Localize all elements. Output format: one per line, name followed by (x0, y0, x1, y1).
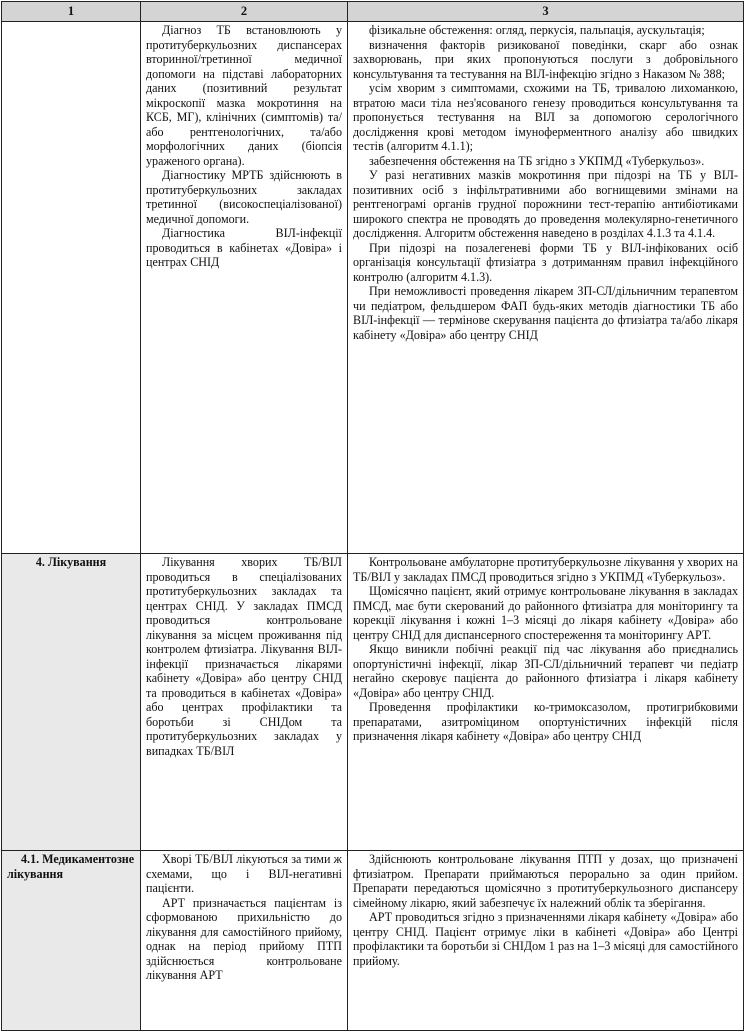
stage-label: 4. Лікування (2, 554, 141, 851)
paragraph: Діагностика ВІЛ-інфекції проводиться в кабінетах «Довіра» і центрах СНІД (146, 226, 342, 269)
specialized-care-cell (141, 22, 348, 554)
table-row (2, 554, 744, 851)
paragraph: Хворі ТБ/ВІЛ лікуються за тими ж схемами, що і ВІЛ-негативні пацієнти. (146, 852, 342, 895)
protocol-table (1, 1, 744, 1031)
paragraph: забезпечення обстеження на ТБ згідно з УКПМД «Туберкульоз». (369, 153, 705, 168)
paragraph: Діагностику МРТБ здійснюють в протитуберкульозних закладах третинної (високоспеціалізованої) медичної допомоги. (146, 168, 342, 226)
specialized-care-cell (141, 851, 348, 1031)
paragraph: фізикальне обстеження: огляд, перкусія, пальпація, аускультація; (369, 23, 705, 37)
stage-label: 4.1. Медикаментозне лікування (2, 851, 141, 1031)
table-row (2, 851, 744, 1031)
table-row (2, 22, 744, 554)
paragraph: визначення факторів ризикованої поведінки, скарг або ознак захворювань, при яких пропонуються послуги з добровільного консультування та тестування на ВІЛ-інфекцію згідно з Наказом № 388; (353, 37, 738, 81)
paragraph: Здійснюють контрольоване лікування ПТП у дозах, що призначені фтизіатром. Препарати приймаються перорально за один прийом. Препарати передаються щомісячно з протитуберкульозного диспансеру сімейному лікарю, який забезпечує їх належний облік та зберігання. (353, 852, 738, 910)
paragraph: Лікування хворих ТБ/ВІЛ проводиться в спеціалізованих протитуберкульозних закладах та центрах СНІД. У закладах ПМСД проводиться контрольоване лікування за місцем проживання під контролем фтизіатра. Лікування ВІЛ-інфекції призначається лікарями кабінету «Довіра» або центру СНІД та проводиться в кабінетах «Довіра» або центрах профілактики та боротьби зі СНІДом та протитуберкульозних закладах у випадках ТБ/ВІЛ (146, 555, 342, 758)
paragraph: АРТ проводиться згідно з призначеннями лікаря кабінету «Довіра» або центру СНІД. Пацієнт отримує ліки в кабінеті «Довіра» або Центрі профілактики та боротьби зі СНІДом 1 раз на 1–3 місяці для самостійного прийому. (353, 910, 738, 968)
specialized-care-cell (141, 554, 348, 851)
paragraph: Проведення профілактики ко-тримоксазолом, протигрибковими препаратами, азитроміцином опортуністичних інфекцій після призначення лікаря кабінету «Довіра» або центру СНІД (353, 700, 738, 743)
paragraph: У разі негативних мазків мокротиння при підозрі на ТБ у ВІЛ-позитивних осіб з інфільтративними або вогнищевими змінами на рентгенограмі органів грудної порожнини тест-терапію антибіотиками широкого спектра не проводять до проведення молекулярно-генетичного дослідження. Алгоритм обстеження наведено в розділах 4.1.3 та 4.1.4. (353, 168, 738, 240)
primary-care-cell (348, 22, 744, 554)
paragraph: АРТ призначається пацієнтам із сформованою прихильністю до лікування для самостійного прийому, однак на період прийому ПТП здійснюється контрольоване лікування АРТ (146, 895, 342, 982)
column-header-3: 3 (348, 2, 744, 22)
paragraph: Діагноз ТБ встановлюють у протитуберкульозних диспансерах вторинної/третинної медичної допомоги на підставі лабораторних даних (позитивний результат мікроскопії мазка мокротиння на КСБ, МГ), клінічних (симптомів) та/або рентгенологічних, та/або морфологічних даних (біопсія ураженого органа). (146, 23, 342, 168)
column-header-1: 1 (2, 2, 141, 22)
paragraph: При підозрі на позалегеневі форми ТБ у ВІЛ-інфікованих осіб організація консультації фтизіатра з дотриманням правил інфекційного контролю (алгоритм 4.1.3). (353, 240, 738, 284)
stage-label (2, 22, 141, 554)
paragraph: Щомісячно пацієнт, який отримує контрольоване лікування в закладах ПМСД, має бути скерований до районного фтизіатра для моніторингу та корекції лікування і кожні 1–3 місяці до лікаря кабінету «Довіра» або центру СНІД для диспансерного спостереження та моніторингу АРТ. (353, 584, 738, 642)
paragraph: усім хворим з симптомами, схожими на ТБ, тривалою лихоманкою, втратою маси тіла нез'ясованого генезу проводиться консультування та пропонується тестування на ВІЛ за допомогою серологічного дослідження крові методом імуноферментного аналізу або швидких тестів (алгоритм 4.1.1); (353, 81, 738, 153)
paragraph: Якщо виникли побічні реакції під час лікування або приєднались опортуністичні інфекції, лікар ЗП-СЛ/дільничний терапевт чи педіатр негайно скеровує пацієнта до районного фтизіатра і лікаря кабінету «Довіра» або центру СНІД. (353, 642, 738, 700)
paragraph: Контрольоване амбулаторне протитуберкульозне лікування у хворих на ТБ/ВІЛ у закладах ПМСД проводиться згідно з УКПМД «Туберкульоз». (353, 555, 738, 584)
paragraph: При неможливості проведення лікарем ЗП-СЛ/дільничним терапевтом чи педіатром, фельдшером ФАП будь-яких методів діагностики ТБ або ВІЛ-інфекції — термінове скерування пацієнта до фтизіатра та/або лікаря кабінету «Довіра» або центру СНІД (353, 284, 738, 342)
primary-care-cell (348, 851, 744, 1031)
column-header-2: 2 (141, 2, 348, 22)
primary-care-cell (348, 554, 744, 851)
table-header-row (2, 2, 744, 22)
